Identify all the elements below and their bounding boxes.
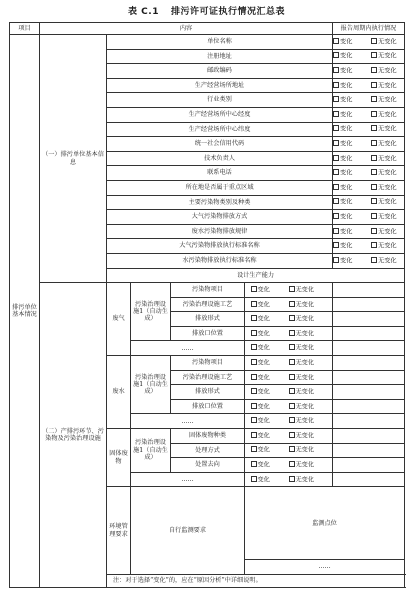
item-label: 大气污染物排放执行标准名称	[107, 239, 333, 254]
changed-option[interactable]	[251, 461, 289, 469]
unchanged-option[interactable]	[371, 228, 405, 236]
reason-cell[interactable]	[333, 472, 405, 487]
status-cell	[333, 49, 405, 64]
item-label: 技术负责人	[107, 151, 333, 166]
changed-option[interactable]	[251, 344, 289, 352]
unchanged-label: 无变化	[295, 359, 315, 367]
item-label: 联系电话	[107, 166, 333, 181]
checkbox-icon[interactable]	[371, 228, 377, 234]
item-label: 污染治理设施工艺	[171, 297, 245, 312]
unchanged-option[interactable]	[289, 344, 327, 352]
checkbox-icon[interactable]	[289, 388, 295, 394]
changed-option[interactable]	[333, 198, 371, 206]
unchanged-label: 无变化	[295, 315, 315, 323]
unchanged-option[interactable]	[371, 155, 405, 163]
facility-waste_gas: 污染治理设施1（自动生成）	[131, 283, 171, 341]
item-label: 行业类别	[107, 93, 333, 108]
changed-label: 变化	[340, 257, 353, 265]
changed-option[interactable]	[251, 359, 289, 367]
changed-option[interactable]	[251, 374, 289, 382]
checkbox-icon[interactable]	[289, 344, 295, 350]
section-production: （二）产排污环节、污染物及污染治理设施	[40, 283, 107, 588]
unchanged-option[interactable]	[371, 52, 405, 60]
unchanged-option[interactable]	[289, 446, 327, 454]
item-label: 处理方式	[171, 443, 245, 458]
unchanged-option[interactable]	[289, 374, 327, 382]
reason-cell[interactable]	[333, 385, 405, 400]
changed-option[interactable]	[333, 125, 371, 133]
unchanged-option[interactable]	[371, 38, 405, 46]
checkbox-icon[interactable]	[251, 301, 257, 307]
unchanged-label: 无变化	[295, 286, 315, 294]
status-cell	[245, 399, 333, 414]
ellipsis-row: ……	[131, 472, 245, 487]
unchanged-option[interactable]	[289, 403, 327, 411]
changed-option[interactable]	[333, 38, 371, 46]
item-label: 排放口位置	[171, 399, 245, 414]
checkbox-icon[interactable]	[333, 213, 339, 219]
unchanged-option[interactable]	[371, 242, 405, 250]
item-label: 统一社会信用代码	[107, 137, 333, 152]
checkbox-icon[interactable]	[371, 38, 377, 44]
unchanged-label: 无变化	[378, 96, 397, 104]
ellipsis-row: ……	[131, 414, 245, 429]
status-cell	[333, 122, 405, 137]
item-label: 固体废物种类	[171, 429, 245, 444]
checkbox-icon[interactable]	[251, 461, 257, 467]
unchanged-label: 无变化	[378, 52, 397, 60]
status-cell	[333, 35, 405, 50]
status-cell	[333, 166, 405, 181]
unchanged-label: 无变化	[378, 257, 397, 265]
changed-option[interactable]	[333, 257, 371, 265]
checkbox-icon[interactable]	[251, 476, 257, 482]
checkbox-icon[interactable]	[371, 111, 377, 117]
changed-label: 变化	[340, 52, 353, 60]
unchanged-label: 无变化	[295, 374, 315, 381]
checkbox-icon[interactable]	[289, 374, 295, 380]
unchanged-option[interactable]	[371, 257, 405, 265]
reason-cell[interactable]	[333, 429, 405, 444]
unchanged-option[interactable]	[289, 432, 327, 440]
checkbox-icon[interactable]	[371, 184, 377, 190]
unchanged-label: 无变化	[378, 125, 397, 133]
changed-label: 变化	[257, 446, 270, 454]
item-label: 生产经营场所中心经度	[107, 107, 333, 122]
item-design-capacity: 设计生产能力	[107, 268, 405, 283]
facility-waste_water: 污染治理设施1（自动生成）	[131, 356, 171, 414]
unchanged-label: 无变化	[295, 417, 315, 425]
status-cell	[245, 356, 333, 371]
changed-option[interactable]	[333, 111, 371, 119]
checkbox-icon[interactable]	[371, 82, 377, 88]
reason-cell[interactable]	[333, 341, 405, 356]
item-label: 所在地是否属于重点区域	[107, 180, 333, 195]
changed-option[interactable]	[333, 169, 371, 177]
unchanged-option[interactable]	[289, 461, 327, 469]
unchanged-label: 无变化	[378, 213, 397, 221]
ellipsis-row: ……	[245, 560, 405, 575]
status-cell	[245, 370, 333, 385]
changed-option[interactable]	[251, 315, 289, 323]
unchanged-label: 无变化	[295, 344, 315, 352]
reason-cell[interactable]	[333, 399, 405, 414]
status-cell	[333, 93, 405, 108]
changed-label: 变化	[340, 228, 353, 236]
unchanged-label: 无变化	[295, 301, 315, 309]
changed-label: 变化	[257, 461, 270, 469]
reason-cell[interactable]	[333, 356, 405, 371]
item-label: 排放形式	[171, 312, 245, 327]
section-basic-info: （一）排污单位基本信息	[40, 35, 107, 283]
unchanged-option[interactable]	[371, 82, 405, 90]
changed-label: 变化	[257, 417, 270, 425]
changed-option[interactable]	[251, 446, 289, 454]
checkbox-icon[interactable]	[371, 213, 377, 219]
status-cell	[333, 224, 405, 239]
checkbox-icon[interactable]	[333, 82, 339, 88]
changed-label: 变化	[340, 38, 353, 46]
checkbox-icon[interactable]	[371, 125, 377, 131]
checkbox-icon[interactable]	[289, 417, 295, 423]
reason-cell[interactable]	[333, 312, 405, 327]
status-cell	[333, 78, 405, 93]
status-cell	[333, 210, 405, 225]
unchanged-label: 无变化	[378, 155, 397, 163]
facility-solid_waste: 污染治理设施1（自动生成）	[131, 429, 171, 473]
header-item: 项目	[10, 23, 40, 35]
changed-label: 变化	[257, 403, 270, 411]
changed-option[interactable]	[333, 140, 371, 148]
status-cell	[245, 385, 333, 400]
group-waste_water: 废水	[107, 356, 131, 429]
item-label: 污染物项目	[171, 283, 245, 298]
checkbox-icon[interactable]	[289, 330, 295, 336]
status-cell	[333, 239, 405, 254]
unchanged-label: 无变化	[378, 38, 397, 46]
unchanged-option[interactable]	[371, 184, 405, 192]
changed-label: 变化	[257, 315, 270, 323]
checkbox-icon[interactable]	[371, 140, 377, 146]
status-cell	[245, 326, 333, 341]
unchanged-option[interactable]	[289, 476, 327, 484]
unchanged-option[interactable]	[289, 286, 327, 294]
checkbox-icon[interactable]	[333, 257, 339, 263]
status-cell	[245, 341, 333, 356]
unchanged-label: 无变化	[378, 67, 397, 75]
checkbox-icon[interactable]	[251, 446, 257, 452]
unchanged-label: 无变化	[378, 82, 397, 90]
unchanged-option[interactable]	[371, 213, 405, 221]
changed-option[interactable]	[251, 286, 289, 294]
checkbox-icon[interactable]	[289, 476, 295, 482]
changed-label: 变化	[340, 213, 353, 221]
changed-label: 变化	[340, 169, 353, 177]
unchanged-option[interactable]	[371, 169, 405, 177]
changed-label: 变化	[257, 330, 270, 338]
item-label: 废水污染物排放规律	[107, 224, 333, 239]
group-waste_gas: 废气	[107, 283, 131, 356]
checkbox-icon[interactable]	[251, 359, 257, 365]
unchanged-option[interactable]	[289, 417, 327, 425]
changed-label: 变化	[257, 432, 270, 440]
unchanged-label: 无变化	[378, 184, 397, 192]
item-label: 生产经营场所中心纬度	[107, 122, 333, 137]
summary-table	[9, 22, 405, 588]
changed-label: 变化	[257, 359, 270, 367]
status-cell	[245, 297, 333, 312]
unchanged-option[interactable]	[289, 330, 327, 338]
changed-label: 变化	[257, 301, 270, 309]
unchanged-option[interactable]	[371, 125, 405, 133]
unchanged-option[interactable]	[371, 198, 405, 206]
changed-option[interactable]	[333, 213, 371, 221]
checkbox-icon[interactable]	[333, 140, 339, 146]
changed-option[interactable]	[333, 82, 371, 90]
checkbox-icon[interactable]	[289, 446, 295, 452]
status-cell	[333, 180, 405, 195]
checkbox-icon[interactable]	[289, 461, 295, 467]
checkbox-icon[interactable]	[371, 257, 377, 263]
item-label: 污染治理设施工艺	[171, 370, 245, 385]
changed-option[interactable]	[251, 476, 289, 484]
item-label: 污染物项目	[171, 356, 245, 371]
status-cell	[245, 458, 333, 473]
changed-option[interactable]	[333, 52, 371, 60]
changed-label: 变化	[257, 286, 270, 294]
changed-label: 变化	[340, 140, 353, 148]
item-label: 生产经营场所地址	[107, 78, 333, 93]
item-label: 注册地址	[107, 49, 333, 64]
unchanged-label: 无变化	[295, 461, 315, 469]
table-number: 表 C.1	[128, 7, 159, 17]
checkbox-icon[interactable]	[251, 315, 257, 321]
changed-label: 变化	[340, 125, 353, 133]
status-cell	[333, 195, 405, 210]
changed-option[interactable]	[333, 67, 371, 75]
header-content: 内容	[40, 23, 333, 35]
status-cell	[245, 472, 333, 487]
table-row	[10, 283, 405, 298]
changed-option[interactable]	[333, 96, 371, 104]
checkbox-icon[interactable]	[289, 301, 295, 307]
section-environment: 环境管理要求	[107, 487, 131, 575]
unchanged-option[interactable]	[289, 301, 327, 309]
unchanged-label: 无变化	[378, 242, 397, 250]
status-cell	[333, 137, 405, 152]
checkbox-icon[interactable]	[251, 388, 257, 394]
checkbox-icon[interactable]	[333, 198, 339, 204]
status-cell	[245, 443, 333, 458]
status-cell	[333, 64, 405, 79]
item-label: 主要污染物类别及种类	[107, 195, 333, 210]
changed-label: 变化	[340, 155, 353, 163]
checkbox-icon[interactable]	[333, 111, 339, 117]
changed-option[interactable]	[333, 155, 371, 163]
checkbox-icon[interactable]	[333, 169, 339, 175]
checkbox-icon[interactable]	[333, 67, 339, 73]
checkbox-icon[interactable]	[333, 125, 339, 131]
ellipsis-row: ……	[131, 341, 245, 356]
changed-label: 变化	[257, 388, 270, 396]
unchanged-label: 无变化	[295, 432, 315, 440]
status-cell	[245, 414, 333, 429]
checkbox-icon[interactable]	[289, 315, 295, 321]
reason-cell[interactable]	[333, 458, 405, 473]
checkbox-icon[interactable]	[251, 330, 257, 336]
checkbox-icon[interactable]	[333, 38, 339, 44]
changed-label: 变化	[340, 67, 353, 75]
checkbox-icon[interactable]	[251, 432, 257, 438]
checkbox-icon[interactable]	[371, 96, 377, 102]
unchanged-label: 无变化	[378, 198, 397, 206]
checkbox-icon[interactable]	[371, 155, 377, 161]
changed-label: 变化	[340, 96, 353, 104]
status-cell	[245, 283, 333, 298]
checkbox-icon[interactable]	[289, 286, 295, 292]
changed-option[interactable]	[251, 388, 289, 396]
reason-cell[interactable]	[333, 414, 405, 429]
changed-option[interactable]	[251, 330, 289, 338]
item-label: 排放口位置	[171, 326, 245, 341]
table-title-text: 排污许可证执行情况汇总表	[170, 7, 285, 17]
unchanged-label: 无变化	[378, 140, 397, 148]
section-self-monitoring: 自行监测要求	[131, 487, 245, 575]
changed-option[interactable]	[333, 242, 371, 250]
checkbox-icon[interactable]	[371, 169, 377, 175]
unchanged-label: 无变化	[295, 476, 315, 484]
checkbox-icon[interactable]	[289, 432, 295, 438]
checkbox-icon[interactable]	[333, 228, 339, 234]
unchanged-option[interactable]	[289, 388, 327, 396]
status-cell	[333, 151, 405, 166]
checkbox-icon[interactable]	[333, 242, 339, 248]
changed-label: 变化	[340, 184, 353, 192]
unchanged-option[interactable]	[289, 359, 327, 367]
unchanged-label: 无变化	[378, 169, 397, 177]
item-label: 大气污染物排放方式	[107, 210, 333, 225]
summary-table-body	[10, 23, 405, 588]
checkbox-icon[interactable]	[333, 155, 339, 161]
changed-label: 变化	[340, 198, 353, 206]
table-row	[10, 35, 405, 50]
unchanged-label: 无变化	[295, 388, 315, 396]
checkbox-icon[interactable]	[251, 286, 257, 292]
checkbox-icon[interactable]	[251, 403, 257, 409]
checkbox-icon[interactable]	[289, 359, 295, 365]
unchanged-option[interactable]	[371, 67, 405, 75]
checkbox-icon[interactable]	[371, 67, 377, 73]
unchanged-label: 无变化	[295, 330, 315, 338]
checkbox-icon[interactable]	[333, 96, 339, 102]
monitoring-point: 监测点位	[245, 487, 405, 560]
changed-option[interactable]	[251, 403, 289, 411]
unchanged-label: 无变化	[295, 446, 315, 454]
status-cell	[245, 429, 333, 444]
item-label: 邮政编码	[107, 64, 333, 79]
checkbox-icon[interactable]	[251, 374, 257, 380]
unchanged-option[interactable]	[371, 140, 405, 148]
reason-cell[interactable]	[333, 297, 405, 312]
changed-option[interactable]	[251, 301, 289, 309]
checkbox-icon[interactable]	[289, 403, 295, 409]
checkbox-icon[interactable]	[333, 184, 339, 190]
item-label: 水污染物排放执行标准名称	[107, 253, 333, 268]
changed-option[interactable]	[333, 228, 371, 236]
status-cell	[333, 107, 405, 122]
reason-cell[interactable]	[333, 326, 405, 341]
changed-label: 变化	[257, 344, 270, 352]
changed-label: 变化	[340, 82, 353, 90]
changed-option[interactable]	[251, 417, 289, 425]
changed-label: 变化	[257, 476, 270, 484]
table-title	[0, 4, 413, 17]
status-cell	[245, 312, 333, 327]
item-label: 单位名称	[107, 35, 333, 50]
checkbox-icon[interactable]	[371, 52, 377, 58]
table-row	[10, 23, 405, 35]
changed-option[interactable]	[333, 184, 371, 192]
table-note: 注：对于选择“变化”的，应在“原因分析”中详细说明。	[107, 574, 405, 587]
item-label: 排放形式	[171, 385, 245, 400]
unchanged-label: 无变化	[378, 111, 397, 119]
checkbox-icon[interactable]	[333, 52, 339, 58]
reason-cell[interactable]	[333, 443, 405, 458]
checkbox-icon[interactable]	[251, 344, 257, 350]
changed-label: 变化	[257, 374, 270, 381]
header-status: 报告周期内执行情况	[333, 23, 405, 35]
checkbox-icon[interactable]	[251, 417, 257, 423]
item-label: 处置去向	[171, 458, 245, 473]
checkbox-icon[interactable]	[371, 198, 377, 204]
section-basic: 排污单位基本情况	[10, 35, 40, 588]
unchanged-label: 无变化	[295, 403, 315, 411]
unchanged-option[interactable]	[371, 111, 405, 119]
unchanged-label: 无变化	[378, 228, 397, 236]
changed-label: 变化	[340, 111, 353, 119]
group-solid_waste: 固体废物	[107, 429, 131, 487]
status-cell	[333, 253, 405, 268]
reason-cell[interactable]	[333, 283, 405, 298]
unchanged-option[interactable]	[371, 96, 405, 104]
reason-cell[interactable]	[333, 370, 405, 385]
changed-label: 变化	[340, 242, 353, 250]
unchanged-option[interactable]	[289, 315, 327, 323]
changed-option[interactable]	[251, 432, 289, 440]
checkbox-icon[interactable]	[371, 242, 377, 248]
